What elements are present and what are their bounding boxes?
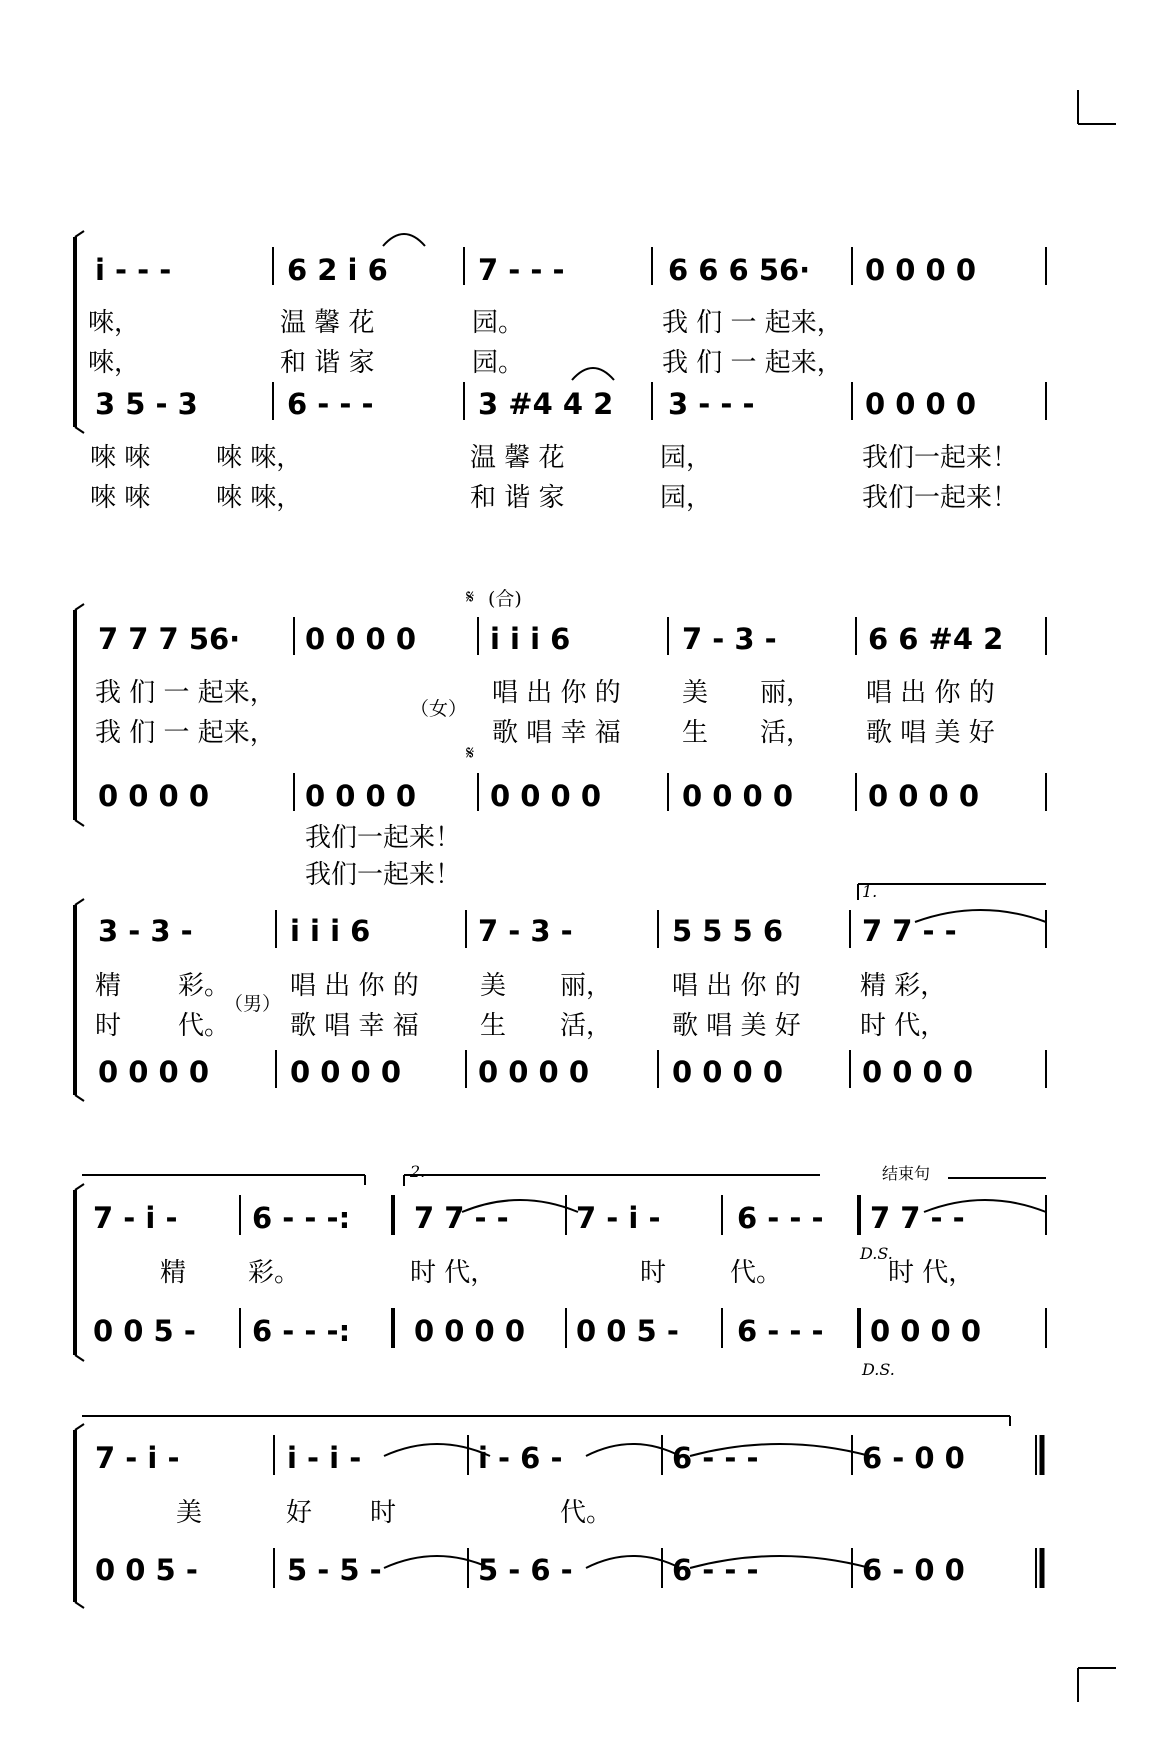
system5-lower-measure-4: 6 - - - — [672, 1553, 759, 1587]
system5-upper-measure-1: 7 - i - — [95, 1441, 180, 1475]
system1-lyric2-a: 唻， — [88, 348, 141, 378]
system4-lower-measure-3: 0 0 0 0 — [414, 1314, 526, 1348]
system3-lyric1-b: 彩。 — [178, 971, 231, 1001]
system1-lower-measure-2: 6 - - - — [287, 387, 374, 421]
system1-lyric2-d: 我 们 一 起来， — [662, 348, 843, 378]
system4-upper-measure-3: 7 7 - - — [414, 1201, 509, 1235]
system3-bracket-top-hook — [75, 899, 84, 905]
system2-lyric2-d: 活， — [760, 718, 813, 748]
system2-lower-measure-3: 0 0 0 0 — [490, 779, 602, 813]
system3-lower-measure-4: 0 0 0 0 — [672, 1055, 784, 1089]
system1-lyric1-d: 我 们 一 起来， — [662, 308, 843, 338]
system2-lyric1-a: 我 们 一 起来， — [95, 678, 276, 708]
system3-lower-measure-3: 0 0 0 0 — [478, 1055, 590, 1089]
system3-upper-measure-1: 3 - 3 - — [98, 914, 193, 948]
system2-upper-measure-2: 0 0 0 0 — [305, 622, 417, 656]
system5-lyric-b: 好 — [286, 1498, 313, 1528]
system1-lower-measure-5: 0 0 0 0 — [865, 387, 977, 421]
system3-lyric1-f: 唱 出 你 的 — [672, 971, 801, 1001]
system2-bracket-bottom-hook — [75, 820, 84, 826]
system1-lower-measure-3: 3 #4 4 2 — [478, 387, 614, 421]
system2-lyric1-e: 唱 出 你 的 — [866, 678, 995, 708]
system2-lyric2-b: 歌 唱 幸 福 — [492, 718, 621, 748]
system1-bracket-bottom-hook — [75, 427, 84, 433]
system1-lower-lyric2-e: 我们一起来！ — [862, 483, 1019, 513]
system5-lower-tie-2 — [586, 1556, 680, 1568]
system3-lyric1-c: 唱 出 你 的 — [290, 971, 419, 1001]
system2-lower-measure-1: 0 0 0 0 — [98, 779, 210, 813]
system3-lyric1-e: 丽， — [560, 971, 613, 1001]
system1-lower-lyric2-d: 园， — [660, 483, 713, 513]
system3-upper-measure-3: 7 - 3 - — [478, 914, 573, 948]
system2-upper-measure-4: 7 - 3 - — [682, 622, 777, 656]
system5-upper-measure-3: i - 6 - — [478, 1441, 563, 1475]
system1-lyric1-c: 园。 — [472, 308, 525, 338]
system4-lyric-c: 时 代， — [410, 1258, 497, 1288]
system1-upper-measure-5: 0 0 0 0 — [865, 253, 977, 287]
system3-lower-measure-2: 0 0 0 0 — [290, 1055, 402, 1089]
system4-lyric-e: 代。 — [730, 1258, 783, 1288]
system5-lower-measure-1: 0 0 5 - — [95, 1553, 198, 1587]
system3-lyric2-c: 歌 唱 幸 福 — [290, 1011, 419, 1041]
system5-lyric-a: 美 — [176, 1498, 203, 1528]
system4-lyric-d: 时 — [640, 1258, 667, 1288]
system4-bracket-top-hook — [75, 1184, 84, 1190]
system3-lower-measure-5: 0 0 0 0 — [862, 1055, 974, 1089]
system1-lower-lyric1-b: 唻 唻， — [216, 443, 303, 473]
system1-lyric2-c: 园。 — [472, 348, 525, 378]
system5-upper-tie-2 — [586, 1444, 680, 1456]
system3-upper-measure-5: 7 7 - - — [862, 914, 957, 948]
system5-lower-measure-5: 6 - 0 0 — [862, 1553, 965, 1587]
system1-lower-lyric2-b: 唻 唻， — [216, 483, 303, 513]
system4-upper-measure-2: 6 - - -: — [252, 1201, 351, 1235]
system3-lyric2-g: 时 代， — [860, 1011, 947, 1041]
system1-lyric2-b: 和 谐 家 — [280, 348, 375, 378]
system5-upper-measure-4: 6 - - - — [672, 1441, 759, 1475]
system2-lyric1-b: 唱 出 你 的 — [492, 678, 621, 708]
system3-lower-measure-1: 0 0 0 0 — [98, 1055, 210, 1089]
system4-bracket-bottom-hook — [75, 1355, 84, 1361]
system4-lyric-f: 时 代， — [888, 1258, 975, 1288]
system5-lyric-d: 代。 — [560, 1498, 613, 1528]
system3-lyric1-g: 精 彩， — [860, 971, 947, 1001]
tutti-marking: (合) — [488, 588, 522, 610]
system3-bracket-bottom-hook — [75, 1095, 84, 1101]
system3-lyric2-d: 生 — [480, 1011, 507, 1041]
system5-upper-measure-2: i - i - — [287, 1441, 362, 1475]
segno-marking: 𝄋 — [466, 586, 475, 608]
system3-lyric1-a: 精 — [95, 971, 122, 1001]
system3-lyric2-b: 代。 — [178, 1011, 231, 1041]
system2-lower-measure-5: 0 0 0 0 — [868, 779, 980, 813]
first-ending-label: 1. — [862, 882, 878, 901]
system4-lower-measure-4: 0 0 5 - — [576, 1314, 679, 1348]
system1-upper-measure-2: 6 2 i 6 — [287, 253, 388, 287]
system4-lower-measure-5: 6 - - - — [737, 1314, 824, 1348]
system2-upper-measure-5: 6 6 #4 2 — [868, 622, 1004, 656]
system3-lyric2-f: 歌 唱 美 好 — [672, 1011, 801, 1041]
system1-lyric1-b: 温 馨 花 — [280, 308, 375, 338]
system4-lyric-a: 精 — [160, 1258, 187, 1288]
system1-lower-measure-1: 3 5 - 3 — [95, 387, 198, 421]
system1-lower-lyric1-e: 我们一起来！ — [862, 443, 1019, 473]
system3-lyric1-d: 美 — [480, 971, 507, 1001]
system1-lower-tie — [572, 368, 614, 380]
system5-upper-measure-5: 6 - 0 0 — [862, 1441, 965, 1475]
system4-lower-measure-2: 6 - - -: — [252, 1314, 351, 1348]
second-ending-label: 2. — [410, 1162, 426, 1181]
system5-bracket-bottom-hook — [75, 1602, 84, 1608]
system2-lyric2-c: 生 — [682, 718, 709, 748]
system5-lower-measure-2: 5 - 5 - — [287, 1553, 382, 1587]
system1-upper-measure-1: i - - - — [95, 253, 172, 287]
system5-lyric-c: 时 — [370, 1498, 397, 1528]
system2-lower-measure-4: 0 0 0 0 — [682, 779, 794, 813]
system1-lower-lyric1-a: 唻 唻 — [90, 443, 151, 473]
system5-bracket-top-hook — [75, 1424, 84, 1430]
system2-lyric2-a: 我 们 一 起来， — [95, 718, 276, 748]
system2-lower-measure-2: 0 0 0 0 — [305, 779, 417, 813]
system4-lower-measure-1: 0 0 5 - — [93, 1314, 196, 1348]
system2-upper-measure-1: 7 7 7 56· — [98, 622, 241, 656]
system4-upper-measure-5: 6 - - - — [737, 1201, 824, 1235]
ds-marking-lower: D.S. — [862, 1360, 895, 1379]
system5-upper-tie-1 — [384, 1444, 490, 1456]
male-part-marking: （男） — [224, 993, 282, 1015]
system3-upper-measure-4: 5 5 5 6 — [672, 914, 784, 948]
system2-lower-lyric2: 我们一起来！ — [305, 860, 462, 890]
system4-upper-measure-4: 7 - i - — [576, 1201, 661, 1235]
system1-upper-measure-3: 7 - - - — [478, 253, 565, 287]
system2-upper-measure-3: i i i 6 — [490, 622, 571, 656]
system1-lower-lyric2-a: 唻 唻 — [90, 483, 151, 513]
female-part-marking: （女） — [410, 698, 468, 720]
system1-upper-measure-4: 6 6 6 56· — [668, 253, 811, 287]
system1-bracket-top-hook — [75, 231, 84, 237]
system2-bracket-top-hook — [75, 604, 84, 610]
system1-lower-lyric2-c: 和 谐 家 — [470, 483, 565, 513]
system4-lyric-b: 彩。 — [248, 1258, 301, 1288]
system2-lyric2-e: 歌 唱 美 好 — [866, 718, 995, 748]
system4-lower-measure-6: 0 0 0 0 — [870, 1314, 982, 1348]
system4-upper-measure-1: 7 - i - — [93, 1201, 178, 1235]
system5-lower-measure-3: 5 - 6 - — [478, 1553, 573, 1587]
system1-upper-tie — [383, 234, 425, 246]
system3-upper-measure-2: i i i 6 — [290, 914, 371, 948]
system5-lower-tie-1 — [384, 1556, 490, 1568]
system2-lyric1-d: 丽， — [760, 678, 813, 708]
system3-lyric2-a: 时 — [95, 1011, 122, 1041]
system2-lyric1-c: 美 — [682, 678, 709, 708]
system4-upper-measure-6: 7 7 - - — [870, 1201, 965, 1235]
coda-label: 结束句 — [882, 1164, 931, 1183]
system1-lower-lyric1-c: 温 馨 花 — [470, 443, 565, 473]
system1-lower-measure-4: 3 - - - — [668, 387, 755, 421]
segno-marking-lower: 𝄋 — [466, 742, 475, 764]
ds-marking-upper: D.S. — [860, 1244, 893, 1263]
system2-lower-lyric1: 我们一起来！ — [305, 823, 462, 853]
system1-lower-lyric1-d: 园， — [660, 443, 713, 473]
system3-lyric2-e: 活， — [560, 1011, 613, 1041]
system1-lyric1-a: 唻， — [88, 308, 141, 338]
